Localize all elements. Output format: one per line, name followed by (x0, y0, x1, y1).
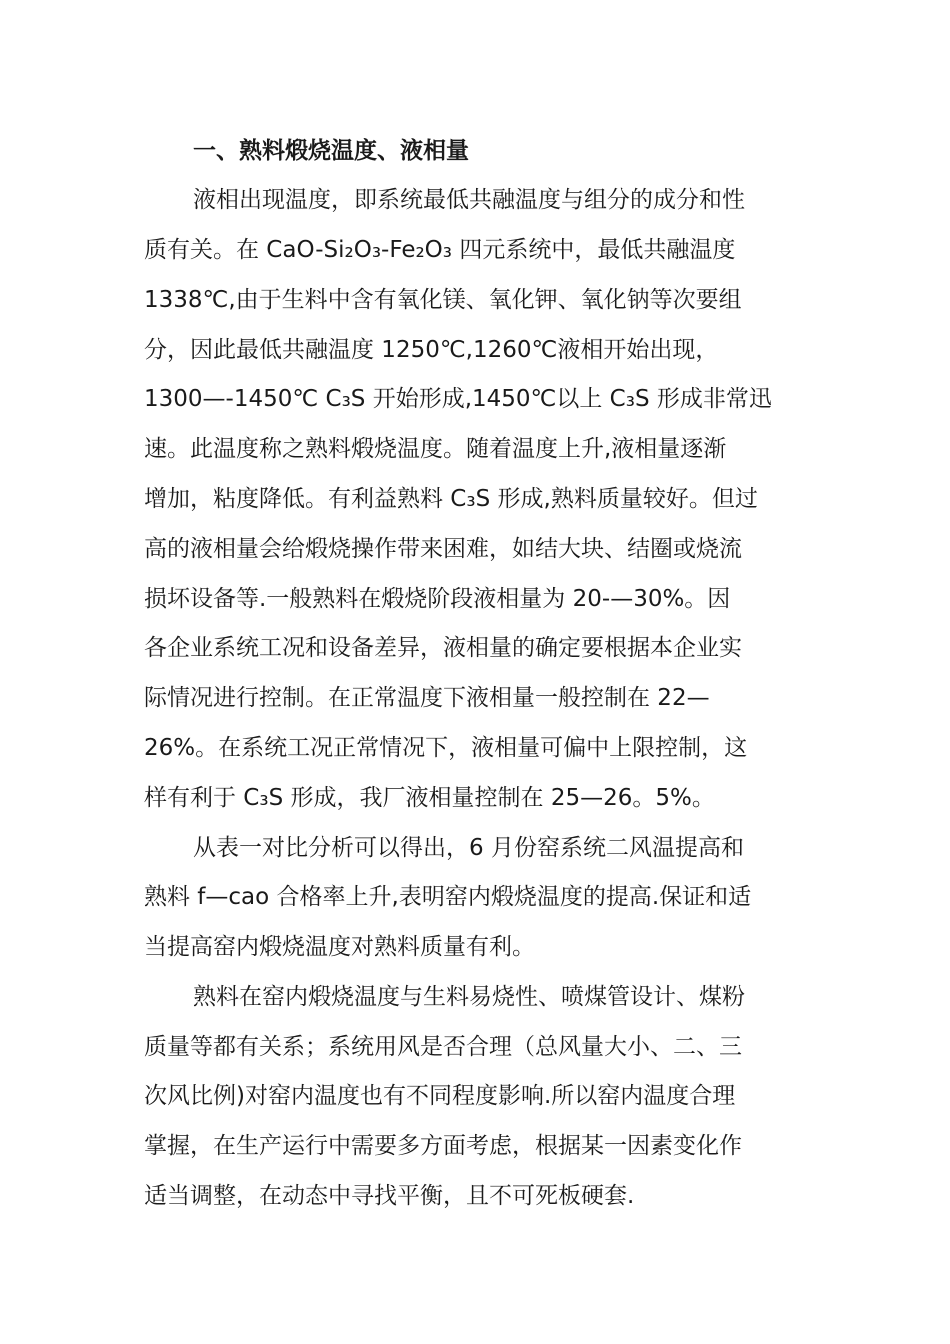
paragraph-2-line-1: 从表一对比分析可以得出，6 月份窑系统二风温提高和 (193, 835, 744, 861)
paragraph-1-line-4: 分，因此最低共融温度 1250℃,1260℃液相开始出现， (144, 337, 719, 363)
paragraph-1-line-10: 各企业系统工况和设备差异，液相量的确定要根据本企业实 (144, 635, 742, 661)
paragraph-3-line-2: 质量等都有关系；系统用风是否合理（总风量大小、二、三 (144, 1034, 742, 1060)
paragraph-1-line-3: 1338℃,由于生料中含有氧化镁、氧化钾、氧化钠等次要组 (144, 287, 742, 313)
section-heading: 一、熟料煅烧温度、液相量 (193, 138, 469, 164)
paragraph-3-line-3: 次风比例)对窑内温度也有不同程度影响.所以窑内温度合理 (144, 1083, 736, 1109)
paragraph-1-line-2: 质有关。在 CaO-Si₂O₃-Fe₂O₃ 四元系统中，最低共融温度 (144, 237, 736, 263)
paragraph-1-line-8: 高的液相量会给煅烧操作带来困难，如结大块、结圈或烧流 (144, 536, 742, 562)
paragraph-1-line-1: 液相出现温度，即系统最低共融温度与组分的成分和性 (193, 187, 745, 213)
paragraph-1-line-7: 增加，粘度降低。有利益熟料 C₃S 形成,熟料质量较好。但过 (144, 486, 758, 512)
paragraph-1-line-6: 速。此温度称之熟料煅烧温度。随着温度上升,液相量逐渐 (144, 436, 727, 462)
paragraph-1-line-9: 损坏设备等.一般熟料在煅烧阶段液相量为 20-—30%。因 (144, 586, 731, 612)
paragraph-1-line-11: 际情况进行控制。在正常温度下液相量一般控制在 22— (144, 685, 710, 711)
paragraph-1-line-12: 26%。在系统工况正常情况下，液相量可偏中上限控制，这 (144, 735, 748, 761)
paragraph-2-line-2: 熟料 f—cao 合格率上升,表明窑内煅烧温度的提高.保证和适 (144, 884, 752, 910)
paragraph-2-line-3: 当提高窑内煅烧温度对熟料质量有利。 (144, 934, 535, 960)
paragraph-3-line-4: 掌握，在生产运行中需要多方面考虑，根据某一因素变化作 (144, 1133, 742, 1159)
paragraph-3-line-5: 适当调整，在动态中寻找平衡，且不可死板硬套. (144, 1183, 635, 1209)
paragraph-1-line-13: 样有利于 C₃S 形成，我厂液相量控制在 25—26。5%。 (144, 785, 715, 811)
paragraph-1-line-5: 1300—-1450℃ C₃S 开始形成,1450℃以上 C₃S 形成非常迅 (144, 386, 772, 412)
paragraph-3-line-1: 熟料在窑内煅烧温度与生料易烧性、喷煤管设计、煤粉 (193, 984, 745, 1010)
